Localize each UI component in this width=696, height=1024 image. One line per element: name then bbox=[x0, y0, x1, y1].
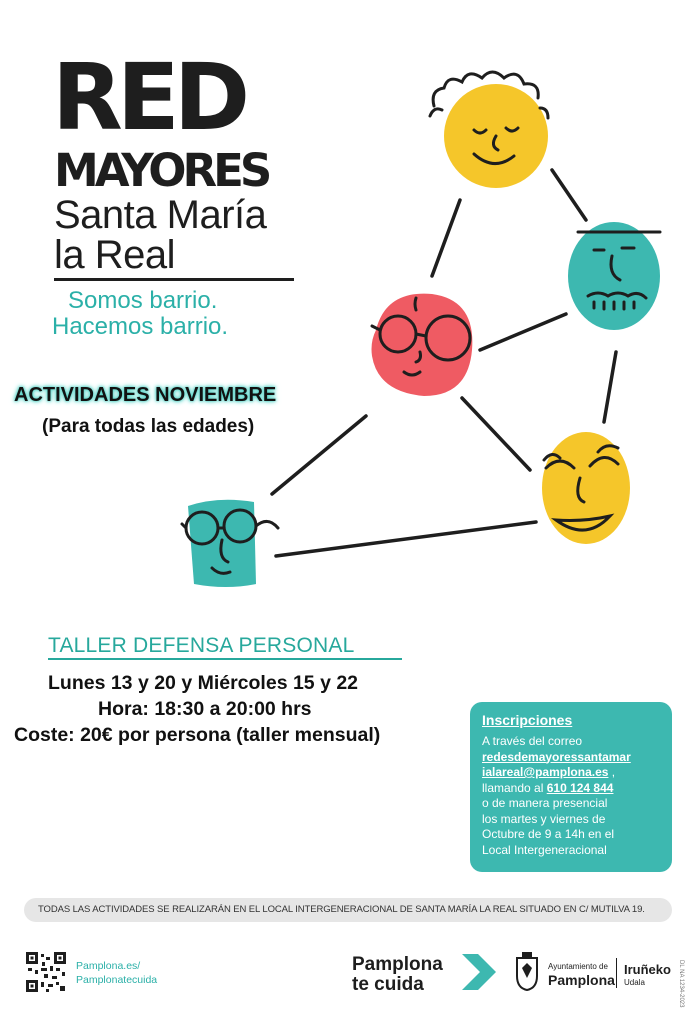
brand-arrow-icon bbox=[458, 950, 498, 994]
inscriptions-line-hours: Octubre de 9 a 14h en el bbox=[482, 827, 615, 841]
slogan-line1: Somos barrio. bbox=[68, 287, 218, 314]
inscriptions-line-presencial: o de manera presencial bbox=[482, 796, 608, 810]
qr-code-icon[interactable] bbox=[26, 952, 66, 992]
inscriptions-body bbox=[482, 734, 668, 858]
workshop-cost: Coste: 20€ por persona (taller mensual) bbox=[14, 724, 381, 746]
footer-logo-separator bbox=[616, 958, 617, 988]
title-mayores: MAYORES bbox=[54, 144, 269, 197]
activities-title: ACTIVIDADES NOVIEMBRE bbox=[14, 384, 277, 406]
inscriptions-email-link-part1[interactable]: redesdemayoressantamar bbox=[482, 749, 631, 764]
irunekoname: Iruñeko bbox=[624, 962, 671, 977]
yellow-laughing-face bbox=[542, 432, 630, 544]
teal-glasses-face bbox=[182, 500, 278, 587]
inscriptions-box bbox=[470, 702, 672, 872]
city-shield-icon bbox=[514, 952, 540, 992]
inscriptions-email-comma: , bbox=[608, 765, 616, 779]
inscriptions-email-link-part2[interactable]: ialareal@pamplona.es bbox=[482, 765, 609, 779]
slogan-line2: Hacemos barrio. bbox=[52, 313, 229, 340]
brand-line1: Pamplona bbox=[352, 954, 443, 975]
workshop-title-underline bbox=[48, 658, 402, 660]
brand-line2: te cuida bbox=[352, 974, 424, 995]
workshop-title: TALLER DEFENSA PERSONAL bbox=[48, 634, 355, 657]
yellow-curly-face bbox=[430, 72, 548, 188]
inscriptions-title: Inscripciones bbox=[482, 712, 573, 728]
inscriptions-line-days: los martes y viernes de bbox=[482, 811, 606, 826]
title-location-line1: Santa María bbox=[54, 193, 267, 237]
inscriptions-email-intro: A través del correo bbox=[482, 734, 583, 748]
title-red: RED bbox=[52, 44, 245, 151]
footer-link-line1[interactable]: Pamplona.es/ bbox=[76, 960, 141, 972]
footer-note-text: TODAS LAS ACTIVIDADES SE REALIZARÁN EN EL LOCAL INTERGENERACIONAL DE SANTA MARÍA LA REAL SITUADO EN C/ MUTILVA 19. bbox=[38, 904, 645, 915]
footer-link-line2[interactable]: Pamplonatecuida bbox=[76, 974, 158, 986]
inscriptions-line-place: Local Intergeneracional bbox=[482, 842, 607, 857]
red-glasses-face bbox=[372, 294, 473, 396]
workshop-dates: Lunes 13 y 20 y Miércoles 15 y 22 bbox=[48, 672, 359, 694]
inscriptions-phone-prefix: llamando al bbox=[482, 780, 547, 795]
legal-deposit-code: DL NA 1234-2023 bbox=[678, 960, 684, 1008]
teal-mustache-face bbox=[568, 222, 660, 330]
inscriptions-phone-link[interactable]: 610 124 844 bbox=[546, 780, 614, 795]
ayuntamiento-label: Ayuntamiento de bbox=[548, 962, 608, 971]
workshop-time: Hora: 18:30 a 20:00 hrs bbox=[98, 698, 312, 720]
title-location-line2: la Real bbox=[54, 233, 176, 277]
ayuntamiento-name: Pamplona bbox=[548, 972, 615, 988]
faces-network-illustration bbox=[170, 60, 670, 600]
udala-label: Udala bbox=[624, 978, 645, 987]
activities-subtitle: (Para todas las edades) bbox=[42, 416, 255, 437]
